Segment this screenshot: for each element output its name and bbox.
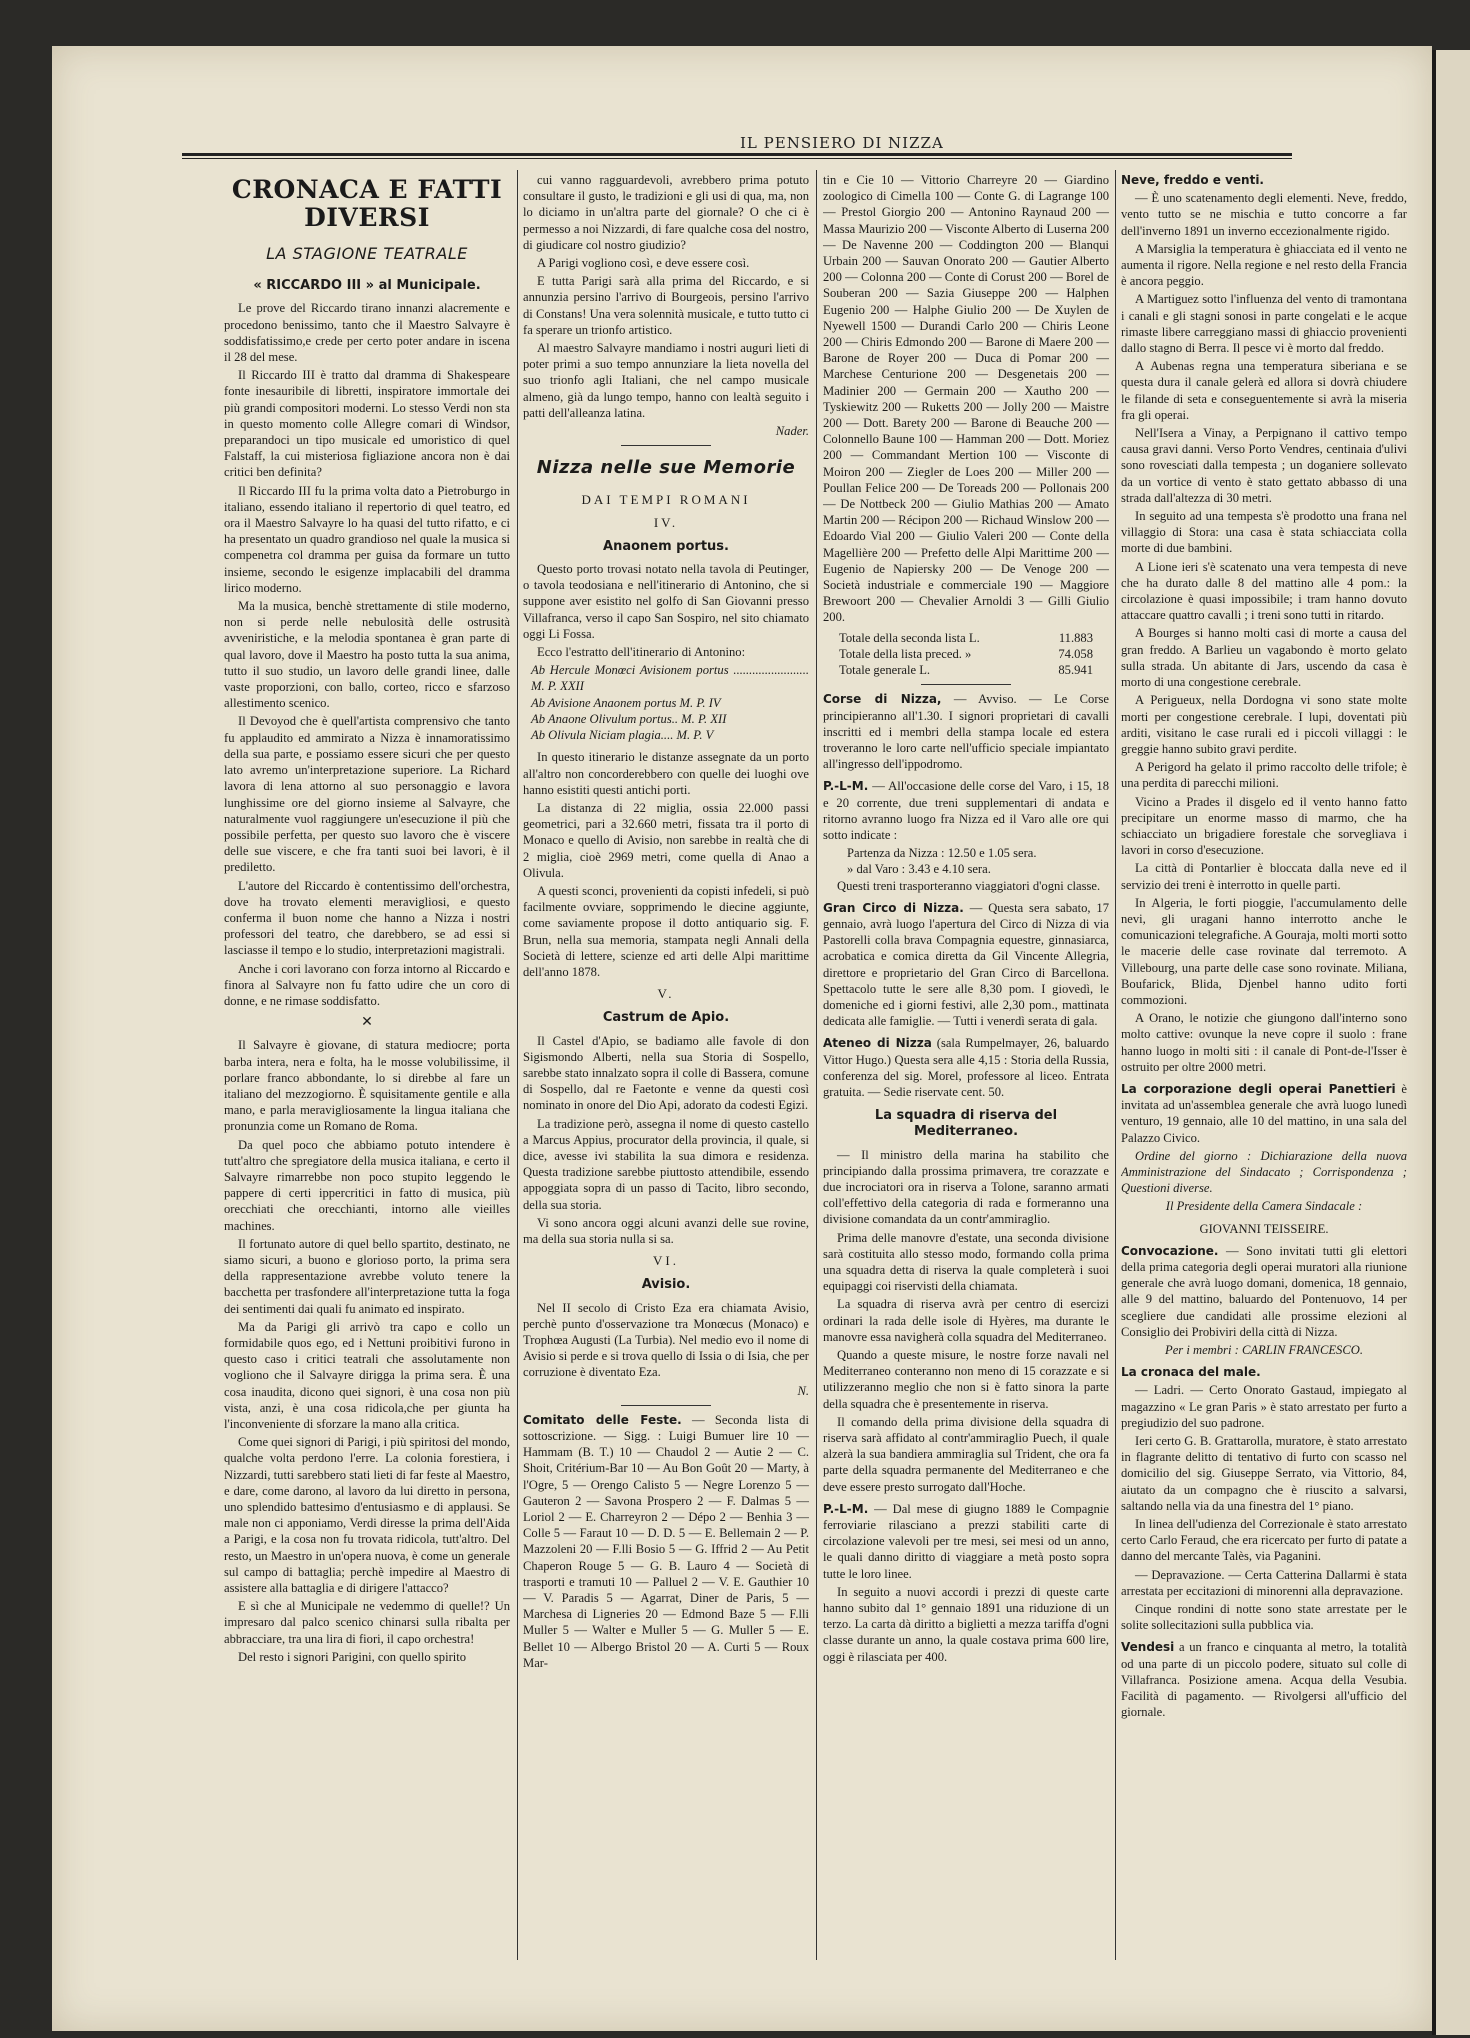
header-rule-thin xyxy=(182,158,1292,159)
plm-lead: P.-L-M. xyxy=(823,779,869,794)
column-3 xyxy=(823,172,1109,1962)
totals-row xyxy=(823,630,1109,646)
part-title: Castrum de Apio. xyxy=(602,1010,730,1026)
paragraph: La distanza di 22 miglia, ossia 22.000 passi geometrici, pari a 32.660 metri, fissata tra il porto di Monaco e quello di Avisio, non sarebbe in realtà che di 2 miglia, cioè 2969 metri, come quella di Anao a Olivula. xyxy=(523,800,809,880)
news-item xyxy=(1121,1081,1407,1146)
totals-label: Totale della lista preced. » xyxy=(839,646,972,661)
plm-times xyxy=(823,845,1109,877)
part-body xyxy=(523,561,809,660)
news-item xyxy=(1121,1639,1407,1720)
paragraph: Ma da Parigi gli arrivò tra capo e collo un formidabile quos ego, ed i Nettuni proibitivi furono in questo caso i critici teatrali che assolutamente non vogliono che il Salvayre dirigga la prima sera. È una cosa inaudita, dicono quei signori, è una cosa non più vista, anzi, è una cosa ridicola,che per giunta ha l'inconveniente di sforzare la mano alla critica. xyxy=(224,1319,510,1432)
plm2-text: — Dal mese di giugno 1889 le Compagnie ferroviarie rilasciano a prezzi stabiliti carte di circolazione valevoli per tre mesi, sei mesi od un anno, le quali danno diritto di viaggiare a metà posto sopra tutte le loro linee. xyxy=(823,1501,1109,1581)
part-body xyxy=(523,1033,809,1248)
plm-text: — All'occasione delle corse del Varo, i 15, 18 e 20 corrente, due treni supplementari di andata e ritorno avranno luogo fra Nizza ed il Varo alle ore qui sotto indicate : xyxy=(823,779,1109,842)
paragraph: Il Salvayre è giovane, di statura mediocre; porta barba intera, nera e folta, ha le mosse volubilissime, il porlare franco abbondante, lo si direbbe al fare un italiano del mezzogiorno. È squisitamente gentile e alla mano, e parla meravigliosamente la lingua italiana che pronunzia come un Romano de Roma. xyxy=(224,1038,510,1134)
ateneo-text: (sala Rumpelmayer, 26, baluardo Vittor Hugo.) Questa sera alle 4,15 : Storia della Russia, conferenza del sig. Morel, professore al liceo. Entrata gratuita. — Sedie riservate cent. 50. xyxy=(823,1036,1109,1099)
male-body xyxy=(1121,1382,1407,1633)
news-item xyxy=(823,778,1109,843)
news-item xyxy=(1121,1364,1407,1380)
column-4 xyxy=(1121,172,1407,1962)
paragraph: cui vanno ragguardevoli, avrebbero prima potuto consultare il gusto, le tradizioni e gli usi di qua, ma, non lo diciamo in un'altra parte del giornale? O che ci è permesso a noi Nizzardi, di fare qualche cosa del nostro, di giudicare col nostro giudizio? xyxy=(523,173,809,252)
paragraph: Prima delle manovre d'estate, una seconda divisione sarà costituita allo stesso modo, formando colla prima una squadra detta di riserva la quale completerà i suoi equipaggi coi riservisti della chiamata. xyxy=(823,1230,1109,1294)
page-header xyxy=(180,94,1290,152)
corp-lead: La corporazione degli operai Panettieri xyxy=(1121,1081,1396,1096)
column-separator xyxy=(1115,170,1116,1960)
comitato-text: — Seconda lista di sottoscrizione. — Sigg. : Luigi Bumuer lire 10 — Hammam (B. T.) 10 — Chaudol 2 — Autie 2 — C. Shoit, Critérium-Bar 10 — Au Bon Goût 20 — Marty, à l'Ogre, 5 — Orengo Calisto 5 — Negre Lorenzo 5 — Gauteron 2 — Savona Prospero 2 — F. Dalmas 5 — Loriol 2 — E. Charreyron 2 — Dépo 2 — Benhia 3 — Colle 5 — Faraut 10 — D. D. 5 — E. Bellemain 2 — P. Mazzoleni 20 — F.lli Bosio 5 — G. Iffrid 2 — Au Petit Chaperon Rouge 5 — G. B. Lauro 4 — Società di trasporti e tramuti 10 — Palluel 2 — V. E. Gauthier 10 — V. Paradis 5 — Agarrat, Diner de Paris, 5 — Marchesa di Ligneries 20 — Edmond Baze 5 — F.lli Muller 5 — Walter e Muller 5 — G. Muller 5 — E. Bellet 10 — Albergo Bristol 20 — A. Curti 5 — Roux Mar- xyxy=(523,1412,809,1670)
itinerary-line: Ab Anaone Olivulum portus.. M. P. XII xyxy=(531,711,727,726)
conv-lead: Convocazione. xyxy=(1121,1243,1219,1258)
article-title: « RICCARDO III » al Municipale. xyxy=(253,278,481,294)
paragraph: Cinque rondini di notte sono state arrestate per le solite sollecitazioni sulla pubblica via. xyxy=(1121,1602,1407,1633)
paragraph: A questi sconci, provenienti da copisti infedeli, si può facilmente ovviare, sopprimendo le diecine aggiunte, come saviamente propose il dotto antiquario sig. F. Brun, nella sua memoria, stampata negli Annali della Società di lettere, scienze ed arti delle Alpi marittime dell'anno 1878. xyxy=(523,883,809,979)
part-signature: N. xyxy=(797,1383,809,1398)
paragraph: Il fortunato autore di quel bello spartito, destinato, ne siamo sicuri, a buono e glorioso porto, la prima sera della rappresentazione avrebbe voluto tenere la bacchetta per trasfondere all'interpretazione tutta la foga dei sentimenti dai quali fu animato ed inspirato. xyxy=(224,1236,510,1316)
train-time: Partenza da Nizza : 12.50 e 1.05 sera. xyxy=(847,846,1037,861)
column-separator xyxy=(517,170,518,1960)
squadra-body xyxy=(823,1147,1109,1495)
circo-text: — Questa sera sabato, 17 gennaio, avrà luogo l'apertura del Circo di Nizza di via Pastorelli colla brava Compagnia equestre, ginnasiarca, acrobatica e comica diretta da Gil Vincente Allegria, direttore e proprietario del Gran Circo di Barcellona. Spettacolo tutte le sere alle 8,30 pom. I giovedì, le domeniche ed i giorni festivi, alle 2,30 pom., mattinata dedicata alle famiglie. — Tutti i venerdì serata di gala. xyxy=(823,900,1109,1029)
itinerary-line: Ab Hercule Monœci Avisionem portus ........................ M. P. XXII xyxy=(531,663,809,694)
totals-row xyxy=(823,646,1109,662)
roman-times-title: DAI TEMPI ROMANI xyxy=(581,492,751,508)
newspaper-title: IL PENSIERO DI NIZZA xyxy=(740,134,944,152)
paragraph: A Orano, le notizie che giungono dall'interno sono molto cattive: ovunque la neve copre il suolo : frane hanno luogo in molti siti : il canale di Pont-de-l'Isser è ostruito per oltre 2000 metri. xyxy=(1121,1011,1407,1074)
paragraph: La città di Pontarlier è bloccata dalla neve ed il servizio dei treni è interrotto in quelle parti. xyxy=(1121,861,1407,892)
itinerary-line: Ab Avisione Anaonem portus M. P. IV xyxy=(531,695,721,710)
circo-lead: Gran Circo di Nizza. xyxy=(823,900,964,915)
paragraph: L'autore del Riccardo è contentissimo dell'orchestra, dove ha trovato elementi meravigliosi, e questo conferma il buon nome che hanno a Nizza i nostri professori del teatro, che darebbero, se ad essi si lasciasse il tempo e lo studio, interpretazioni magistrali. xyxy=(224,878,510,958)
paragraph: E tutta Parigi sarà alla prima del Riccardo, e si annunzia persino l'arrivo di Bourgeois, persino l'arrivo di Constans! Una vera solennità musicale, e tutto tutto ci fa sperare un trionfo artistico. xyxy=(523,274,809,337)
divider xyxy=(621,1405,711,1406)
paragraph: Nel II secolo di Cristo Eza era chiamata Avisio, perchè punto d'osservazione tra Monœcus (Monaco) e Trophœa Augusti (La Turbia). Nel medio evo il nome di Avisio si perde e si trova quello di Issia o di Isia, che per corruzione è diventato Eza. xyxy=(523,1300,809,1380)
news-item xyxy=(823,1035,1109,1100)
divider xyxy=(621,445,711,446)
itinerary-line: Ab Olivula Niciam plagia.... M. P. V xyxy=(531,728,714,743)
neve-body xyxy=(1121,190,1407,1075)
squadra-title: La squadra di riserva del Mediterraneo. xyxy=(874,1108,1058,1140)
paragraph: — Ladri. — Certo Onorato Gastaud, impiegato al magazzino « Le gran Paris » è stato arrestato per furto a pregiudizio del suo padrone. xyxy=(1121,1383,1407,1430)
news-item xyxy=(823,1501,1109,1582)
corse-text: — Avviso. — Le Corse principieranno all'1.30. I signori proprietari di cavalli inscritti ed i membri della stampa locale ed estera troveranno le loro carte nell'ufficio speciale impiantato all'ingresso dell'ippodromo. xyxy=(823,692,1109,772)
totals-value: 74.058 xyxy=(1058,646,1093,661)
paragraph: La squadra di riserva avrà per centro di esercizi ordinari la rada delle isole di Hyères, ma durante le manovre essa navigherà colla squadra del Mediterraneo. xyxy=(823,1297,1109,1344)
paragraph: Vi sono ancora oggi alcuni avanzi delle sue rovine, ma della sua storia nulla si sa. xyxy=(523,1215,809,1246)
paragraph: La tradizione però, assegna il nome di questo castello a Marcus Appius, procurator della provincia, il quale, si dice, avesse ivi stabilita la sua dimora e residenza. Questa tradizione sarebbe piuttosto attendibile, essendo appoggiata sopra di un passo di Tacito, libro secondo, della sua storia. xyxy=(523,1116,809,1212)
divider-cross: ✕ xyxy=(361,1015,373,1031)
paragraph: A Perigord ha gelato il primo raccolto delle trifole; è una perdita di parecchi milioni. xyxy=(1121,760,1407,791)
part-body xyxy=(523,1300,809,1381)
part-number: IV. xyxy=(653,514,679,530)
part-body-continued xyxy=(523,749,809,980)
paragraph: A Aubenas regna una temperatura siberiana e se questa dura il canale gelerà ed allora si dovrà chiudere le filande di seta e conseguentemente si avrà la miseria fra gli operai. xyxy=(1121,359,1407,422)
paragraph: Il Riccardo III fu la prima volta dato a Pietroburgo in italiano, essendo italiano il repertorio di quel teatro, ed ora il Maestro Salvayre lo ha quasi del tutto rifatto, e ci ha presentato un quadro grandioso nel quale la musica si compenetra col dramma per guisa da formare un tutto insieme, secondo le esigenze implacabili del dramma lirico moderno. xyxy=(224,483,510,595)
conv-text: — Sono invitati tutti gli elettori della prima categoria degli operai muratori alla riunione generale che avrà luogo domani, domenica, 18 gennaio, alle 9 del mattino, baluardo del Pontenuovo, 14 per scegliere due candidati alle prossime elezioni al Consiglio dei Probiviri della città di Nizza. xyxy=(1121,1243,1407,1339)
corp-sign-title: Il Presidente della Camera Sindacale : xyxy=(1165,1199,1363,1214)
paragraph: A Parigi vogliono così, e deve essere così. xyxy=(537,256,750,271)
paragraph: Come quei signori di Parigi, i più spiritosi del mondo, qualche volta perdono l'erre. La colonia forestiera, i Nizzardi, tutti sarebbero stati lieti di far feste al Maestro, e dare, come darono, al lavoro da lui diretto in persona, uno splendido battesimo d'entusiasmo e di applausi. Se male non ci apponiamo, Verdi diresse la prima dell'Aida a Parigi, e la cosa non fu trovata ridicola, tutt'altro. Del resto, un Maestro in un'opera nuova, è come un generale sul campo di battaglia; perchè impedire al Maestro di assistere alla battaglia e di dirigere l'attacco? xyxy=(224,1435,510,1596)
column-2 xyxy=(523,172,809,1962)
news-item xyxy=(823,691,1109,772)
totals-label: Totale della seconda lista L. xyxy=(839,630,980,645)
paragraph: — È uno scatenamento degli elementi. Neve, freddo, vento tutto se ne mischia e tutto concorre a far dell'inverno 1891 un inverno eccezionalmente rigido. xyxy=(1121,191,1407,238)
conv-sign: Per i membri : CARLIN FRANCESCO. xyxy=(1165,1343,1363,1358)
comitato-lead: Comitato delle Feste. xyxy=(523,1412,682,1427)
plm-text2: Questi treni trasporteranno viaggiatori d'ogni classe. xyxy=(837,878,1101,893)
totals-label: Totale generale L. xyxy=(839,663,931,678)
paragraph: In questo itinerario le distanze assegnate da un porto all'altro non concorderebbero con quelle dei luoghi ove hanno esistiti questi antichi porti. xyxy=(523,750,809,797)
paragraph: — Il ministro della marina ha stabilito che principiando dalla prossima primavera, tre corazzate e due incrociatori ora in riserva a Tolone, saranno armati coll'effettivo della categoria di rada e formeranno una divisione comandata da un contr'ammiraglio. xyxy=(823,1147,1109,1227)
paragraph: Da quel poco che abbiamo potuto intendere è tutt'altro che spregiatore della musica italiana, e certo il Salvayre rimarrebbe non poco stupito leggendo le pappere di certi ippercritici in fatto di musica, più orecchiati che orecchianti, intorno alle vieilles machines. xyxy=(224,1137,510,1233)
itinerary-list xyxy=(531,662,809,743)
totals-table xyxy=(823,630,1109,679)
totals-row xyxy=(823,662,1109,678)
paragraph: Il Castel d'Apio, se badiamo alle favole di don Sigismondo Alberti, nella sua Storia di Sospello, sarebbe stato innalzato sopra il colle di Bassera, comune di Sospello, dal re Faetonte e venne da questi così nominato in onore del Dio Api, adorato da codesti Egizi. xyxy=(523,1033,809,1113)
paragraph: — Depravazione. — Certa Catterina Dallarmi è stata arrestata per eccitazioni di minorenni alla depravazione. xyxy=(1121,1567,1407,1598)
part-number: VI. xyxy=(653,1253,679,1269)
paragraph: Quando a queste misure, le nostre forze navali nel Mediterraneo conteranno non meno di 15 corazzate e si utilizzeranno meglio che non si è fatto sinora la parte della squadra che è presentemente in riserva. xyxy=(823,1348,1109,1411)
paragraph: A Perigueux, nella Dordogna vi sono state molte morti per congestione cerebrale. I lupi, doventati più arditi, visitano le case rurali ed i piccoli villaggi : le greggie hanno subito gravi perdite. xyxy=(1121,693,1407,756)
column-separator xyxy=(816,170,817,1960)
paragraph: E sì che al Municipale ne vedemmo di quelle!? Un impresaro dal palco scenico chinarsi sulla ribalta per abbracciare, tra una lira di fiori, il capo orchestra! xyxy=(224,1599,510,1646)
paragraph: Anche i cori lavorano con forza intorno al Riccardo e finora al Salvayre non fu fatto udire che un coro di donne, e ne rimase soddisfatto. xyxy=(224,961,510,1008)
part-number: V. xyxy=(657,986,675,1002)
section-title: CRONACA E FATTI DIVERSI xyxy=(231,175,503,232)
ateneo-lead: Ateneo di Nizza xyxy=(823,1036,932,1051)
news-item xyxy=(1121,1243,1407,1340)
paragraph: Le prove del Riccardo tirano innanzi alacremente e procedono benissimo, tanto che il Maestro Salvayre è soddisfatissimo,e crede per certo poter andare in iscena il 28 del mese. xyxy=(224,301,510,365)
comitato-item xyxy=(523,1412,809,1671)
male-lead: La cronaca del male. xyxy=(1121,1365,1261,1380)
article-continuation xyxy=(523,172,809,421)
subscription-list: tin e Cie 10 — Vittorio Charreyre 20 — Giardino zoologico di Cimella 100 — Conte G. di Lagrange 100 — Prestol Giorgio 200 — Antonino Raynaud 200 — Massa Maurizio 200 — Visconte Alberto di Luserna 200 — De Navenne 200 — Coddington 200 — Blanqui Urbain 200 — Sauvan Onorato 200 — Gautier Alberto 200 — Colonna 200 — Conte di Corust 200 — Borel de Souberan 200 — Sazia Giuseppe 200 — Halphen Eugenio 200 — Halphe Giulio 200 — De Xuylen de Nyewell 1500 — Durandi Carlo 200 — Chiris Leone 200 — Chiris Edmondo 200 — Barone di Maere 200 — Barone de Royer 200 — Duca di Pomar 200 — Marchese Centurione 200 — Desgenetais 200 — Madinier 200 — Germain 200 — Xautho 200 — Tyskiewitz 200 — Ruketts 200 — Jolly 200 — Maistre 200 — Dott. Barety 200 — Barone di Beauche 200 — Colonnello Baune 100 — Hamman 200 — Dott. Moriez 200 — Commandant Mertion 100 — Visconte di Moiron 200 — Ziegler de Loes 200 — Miller 200 — Poullan Felice 200 — De Toreads 200 — Pollonais 200 — De Nottbeck 200 — Giulio Mathias 200 — Amato Martin 200 — Récipon 200 — Richaud Winslow 200 — Edoardo Vial 200 — Giulio Valeri 200 — Conte della Magellière 200 — Prefetto delle Alpi Marittime 200 — Eugenio de Napiersky 200 — De Venoge 200 — Società industriale e commerciale 190 — Maggiore Brewoort 200 — Chevalier Arnoldi 3 — Gilli Giulio 200. xyxy=(823,173,1109,625)
totals-value: 85.941 xyxy=(1058,663,1093,678)
paragraph: Vicino a Prades il disgelo ed il vento hanno fatto precipitare un enorme masso di marmo, che ha schiacciato un brigadiere forestale che sorvegliava i lavori in corso d'esecuzione. xyxy=(1121,794,1407,858)
paragraph: Ecco l'estratto dell'itinerario di Antonino: xyxy=(537,645,746,660)
memorie-title: Nizza nelle sue Memorie xyxy=(536,457,796,479)
paragraph: In linea dell'udienza del Correzionale è stato arrestato certo Carlo Feraud, che era ricercato per furto di patate a danno del mercante Talès, via Paganini. xyxy=(1121,1517,1407,1564)
adjacent-page-edge xyxy=(1432,50,1470,2035)
paragraph: Nell'Isera a Vinay, a Perpignano il cattivo tempo causa gravi danni. Verso Porto Vendres, centinaia d'ulivi sono rovesciati dalla tempesta ; un doganiere sollevato da un vortice di vento è stato gettato abbasso di una strada dall'altezza di 30 metri. xyxy=(1121,426,1407,505)
paragraph: Ieri certo G. B. Grattarolla, muratore, è stato arrestato in flagrante delitto di tentativo di furto con scasso nel domicilio del sig. Giuseppe Serrato, via Vittorio, 84, aiutato da un compagno che è riuscito a salvarsi, saltando nella via da una finestra del 1° piano. xyxy=(1121,1434,1407,1513)
paragraph: A Marsiglia la temperatura è ghiacciata ed il vento ne aumenta il rigore. Nella regione e nel resto della Francia è ancora peggio. xyxy=(1121,241,1407,289)
train-time: » dal Varo : 3.43 e 4.10 sera. xyxy=(847,862,991,877)
totals-value: 11.883 xyxy=(1058,630,1093,645)
paragraph: Del resto i signori Parigini, con quello spirito xyxy=(238,1649,467,1664)
paragraph: Ma la musica, benchè strettamente di stile moderno, non si perde nelle nebulosità delle ostrusità avveniristiche, e la melodia spontanea è gran parte di qual lavoro, dove il Maestro ha posto tutta la sua anima, tutto il suo studio, un lavoro delle grandi linee, dalle vaste proporzioni, con ballo, corteo, ricco e sfarzoso allestimento scenico. xyxy=(224,599,510,711)
part-title: Anaonem portus. xyxy=(603,538,729,554)
plm2-lead: P.-L-M. xyxy=(823,1501,869,1516)
paragraph: A Lione ieri s'è scatenato una vera tempesta di neve che ha durato dalle 8 del mattino alle 4 pom.: la circolazione è quasi impossibile; i tram hanno dovuto attaccare quattro cavalli ; i treni sono tutti in ritardo. xyxy=(1121,559,1407,623)
paragraph: Il Riccardo III è tratto dal dramma di Shakespeare fonte inesauribile di libretti, inspiratore immortale dei più grandi compositori moderni. Lo stesso Verdi non sta in questo momento colle Allegre comari di Windsor, preparandoci un tipo musicale ed umoristico di quel Falstaff, la cui misteriosa figliazione ancora non è dai critici ben definita? xyxy=(224,368,510,480)
plm2-text2: In seguito a nuovi accordi i prezzi di queste carte hanno subito dal 1° gennaio 1891 una riduzione di un terzo. La carta dà diritto a biglietti a mezza tariffa d'ogni classe durante un anno, la quale costava prima 600 lire, oggi è rilasciata per 400. xyxy=(823,1584,1109,1664)
vendesi-lead: Vendesi xyxy=(1121,1640,1175,1655)
paragraph: Al maestro Salvayre mandiamo i nostri auguri lieti di poter primi a suo tempo annunziare la lieta novella del suo trionfo agli Italiani, che nel campo musicale almeno, già da lungo tempo, hanno con lealtà seguito i patti dell'alleanza latina. xyxy=(523,341,809,420)
corp-order: Ordine del giorno : Dichiarazione della nuova Amministrazione del Sindacato ; Corrispondenza ; Questioni diverse. xyxy=(1121,1148,1407,1196)
paragraph: In Algeria, le forti pioggie, l'accumulamento delle nevi, gli uragani hanno interrotto anche le comunicazioni telegrafiche. A Gouraja, molti morti sotto le macerie delle case rovinate dal terremoto. A Villebourg, una parte delle case sono rovinate. Miliana, Boufarick, Blida, Djenbel hanno udito forti commozioni. xyxy=(1121,895,1407,1007)
news-item xyxy=(823,900,1109,1030)
column-1 xyxy=(224,172,510,1962)
paragraph: A Martiguez sotto l'influenza del vento di tramontana i canali e gli stagni sonosi in parte congelati e le acque rimaste libere carreggiano massi di ghiaccio provenienti dallo stagno di Berra. Il pesce vi è morto dal freddo. xyxy=(1121,292,1407,356)
author-signature: Nader. xyxy=(775,424,809,439)
header-rule xyxy=(182,153,1292,156)
subsection-title: LA STAGIONE TEATRALE xyxy=(266,244,468,263)
vendesi-text: a un franco e cinquanta al metro, la totalità od una parte di un piccolo podere, situato sul colle di Villafranca. Posizione amena. Acqua della Vesubia. Facilità di pagamento. — Rivolgersi all'ufficio del giornale. xyxy=(1121,1640,1407,1720)
corse-lead: Corse di Nizza, xyxy=(823,692,942,707)
article-body-continued xyxy=(224,1037,510,1665)
paragraph: Il Devoyod che è quell'artista comprensivo che tanto fu applaudito ed ammirato a Nizza è innamoratissimo della sua parte, e possiamo essere sicuri che per questo lato avremo un'interpretazione superiore. La Richard lavora di lena attorno al suo personaggio e lavora lunghissime ore del giorno insieme al Salvayre, che naturalmente vuol raggiungere un'esecuzione il più che possibile perfetta, per questo suo lavoro che è viscere delle sue viscere, e che fra tanti suoi bei lavori, è il prediletto. xyxy=(224,714,510,875)
divider xyxy=(921,684,1011,685)
corp-sign-name: GIOVANNI TEISSEIRE. xyxy=(1199,1221,1329,1236)
paragraph: Il comando della prima divisione della squadra di riserva sarà affidato al contr'ammiraglio Puech, il quale alzerà la sua bandiera ammiraglia sul Trident, che ora fa parte della squadra permanente del Mediterraneo e che deve essere presto surrogato dall'Hoche. xyxy=(823,1414,1109,1494)
part-title: Avisio. xyxy=(641,1277,691,1293)
paragraph: In seguito ad una tempesta s'è prodotto una frana nel villaggio di Stora: una casa è stata schiacciata colla morte di due bambini. xyxy=(1121,509,1407,556)
corp-text: è invitata ad un'assemblea generale che avrà luogo lunedì venturo, 19 gennaio, alle 10 del mattino, in una sala del Palazzo Civico. xyxy=(1121,1081,1407,1145)
paragraph: A Bourges si hanno molti casi di morte a causa del gran freddo. A Barlieu un vagabondo è morto gelato sulla strada. Un abitante di Jars, uscendo da casa è morto di una congestione cerebrale. xyxy=(1121,626,1407,690)
paragraph: Questo porto trovasi notato nella tavola di Peutinger, o tavola teodosiana e nell'itinerario di Antonino, che si suppone aver esistito nel golfo di San Giovanni presso Villafranca, verso il capo San Sospiro, nel sito chiamato oggi Li Fossa. xyxy=(523,562,809,641)
news-item xyxy=(1121,172,1407,188)
article-body xyxy=(224,300,510,1009)
neve-lead: Neve, freddo e venti. xyxy=(1121,173,1264,187)
